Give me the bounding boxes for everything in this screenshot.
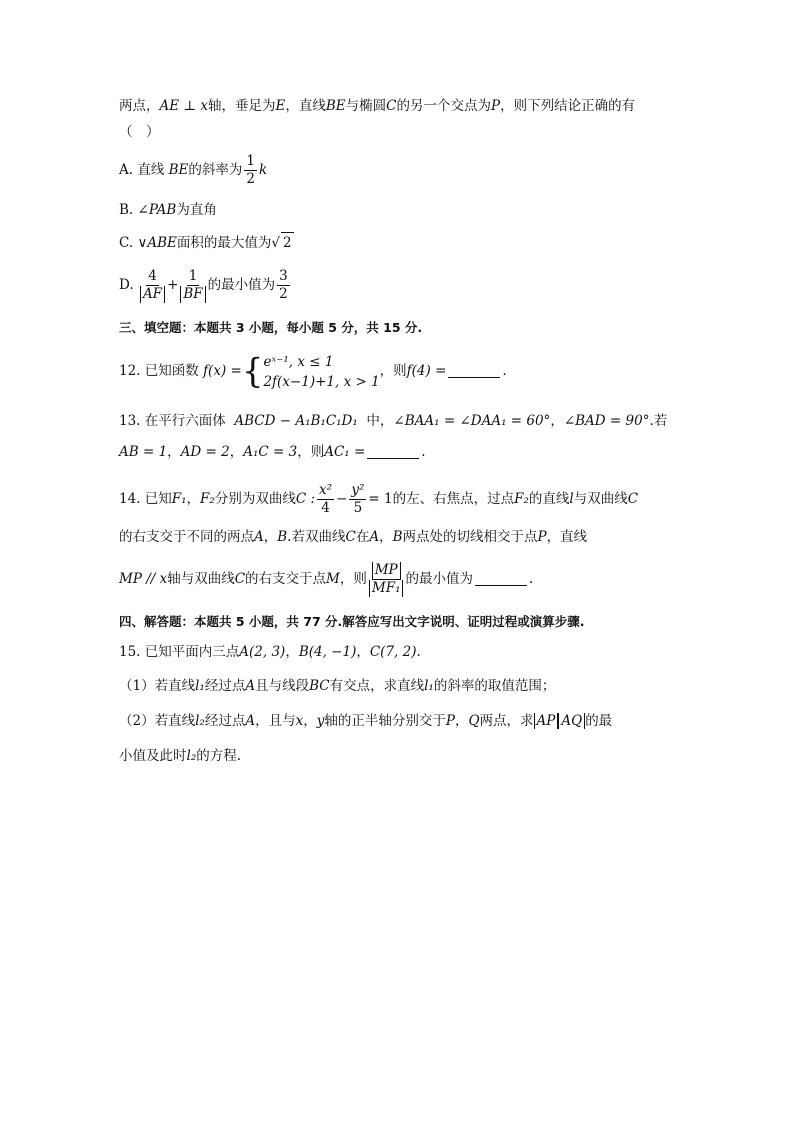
- q14-line1: 14. 已知F₁，F₂分别为双曲线C : $\frac{\text{x²}}{4}$ − $\frac{\text{y²}}{5}$ = 1的左、右焦点，过点F₂的直线l与双曲线C: [119, 482, 639, 516]
- option-d: D. $\frac{4}{AF}$ + $\frac{1}{BF}$ 的最小值为 $\frac{3}{2}$: [119, 268, 288, 302]
- q15-part2: （2）若直线l₂经过点A，且与x，y轴的正半轴分别交于P，Q两点，求 AP AQ 的最: [119, 713, 613, 729]
- option-c: C. ∨ABE面积的最大值为√ 2: [119, 232, 294, 253]
- q13-line1: 13. 在平行六面体 ABCD − A₁B₁C₁D₁ 中，∠BAA₁ = ∠DAA₁ = 60°，∠BAD = 90°.若: [119, 413, 668, 429]
- q15-part2-cont: 小值及此时l₂的方程.: [119, 748, 242, 764]
- fraction-half: $\frac{1}{2}$: [246, 153, 256, 187]
- q14-line3: MP // x轴与双曲线C的右支交于点M，则 $\frac{MP}{\text{MF₁}}$ 的最小值为 .: [119, 562, 534, 596]
- q15-part1: （1）若直线l₁经过点A且与线段BC有交点，求直线l₁的斜率的取值范围；: [119, 678, 556, 694]
- q13-answer-blank: [367, 458, 419, 459]
- section-3-heading: 三、填空题：本题共 3 小题，每小题 5 分，共 15 分.: [119, 320, 423, 335]
- option-a: A. 直线 BE的斜率为 $\frac{1}{2}$ k: [119, 153, 268, 187]
- q15-stem: 15. 已知平面内三点A(2, 3)，B(4, −1)，C(7, 2).: [119, 644, 421, 660]
- q11-answer-paren: （ ）: [119, 124, 160, 140]
- q12: 12. 已知函数 f(x) ={ eˣ⁻¹, x ≤ 1 2f(x−1)+1, x > 1 ，则f(4) = .: [119, 351, 507, 392]
- q13-line2: AB = 1，AD = 2，A₁C = 3，则AC₁ = .: [119, 444, 426, 460]
- section-4-heading: 四、解答题：本题共 5 小题，共 77 分.解答应写出文字说明、证明过程或演算步骤.: [119, 614, 585, 629]
- q14-line2: 的右支交于不同的两点A，B.若双曲线C在A，B两点处的切线相交于点P，直线: [119, 529, 588, 545]
- option-b: B. ∠PAB为直角: [119, 202, 217, 218]
- q11-line1: 两点，AE ⊥ x轴，垂足为E，直线BE与椭圆C的另一个交点为P，则下列结论正确的有: [119, 98, 636, 114]
- q14-answer-blank: [475, 585, 527, 586]
- q12-answer-blank: [448, 377, 500, 378]
